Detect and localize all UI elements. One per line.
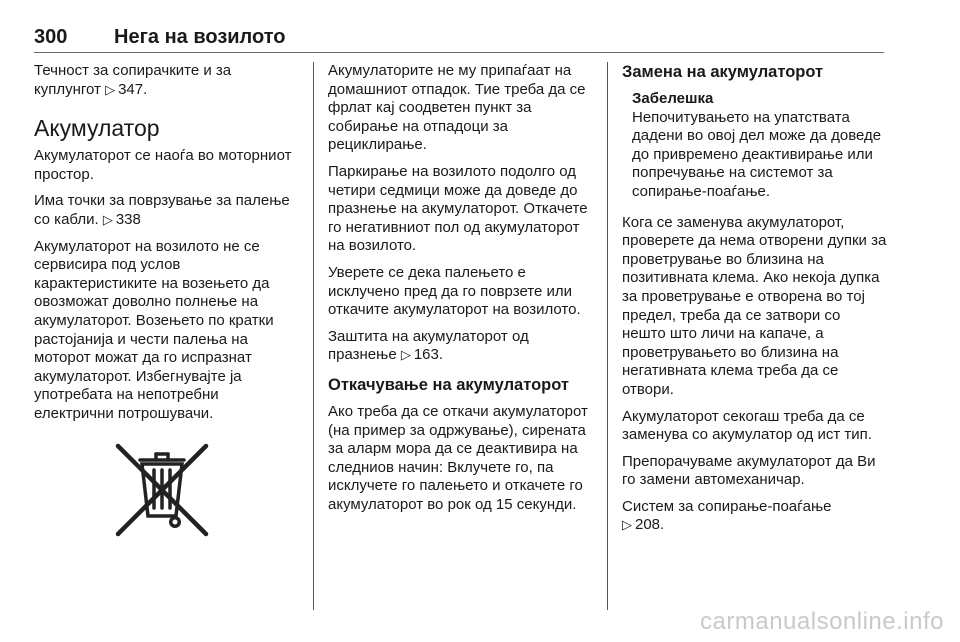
paragraph: Акумулаторот секогаш треба да се заменува со акумулатор од ист тип. (622, 407, 872, 444)
page-title: Нега на возилото (114, 26, 286, 48)
paragraph: Акумулаторот се наоѓа во моторниот простор. (34, 147, 292, 183)
paragraph: Акумулаторите не му припаѓаат на домашниот отпадок. Тие треба да се фрлат кај соодветен пункт за собирање на отпадоци за рециклирање. (328, 62, 586, 154)
page-reference-link[interactable]: 208. (635, 516, 665, 534)
note-box (622, 90, 888, 202)
column-right (622, 62, 888, 543)
page-header (34, 22, 884, 53)
paragraph: Паркирање на возилото подолго од четири седмици може да доведе до празнење на акумулаторот. Откачете го негативниот пол од акумулаторот на возилото. (328, 162, 588, 255)
paragraph: Акумулаторот на возилото не се сервисира под услов карактеристиките на возењето да овозможат доволно полнење на акумулаторот. Возењето по кратки растојанија и чести палења на моторот можат да го испразнат акумулаторот. Избегнувајте ја употребата на непотребни електрични потрошувачи. (34, 237, 274, 422)
page-number: 300 (34, 26, 68, 48)
paragraph-text: Има точки за поврзување за палење со кабли. (34, 192, 290, 228)
subsection-heading: Откачување на акумулаторот (328, 375, 570, 394)
section-heading: Акумулатор (34, 115, 160, 142)
page-reference-link[interactable]: 163. (413, 346, 444, 364)
paragraph (328, 328, 594, 365)
column-middle (328, 62, 594, 522)
paragraph: Ако треба да се откачи акумулаторот (на пример за одржување), сирената за аларм мора да се деактивира на следниов начин: Вклучете го, па исклучете го палењето и откачете го акумулаторот во рок од 15 секунди. (328, 402, 588, 513)
page-reference-link[interactable]: 347. (118, 80, 148, 98)
arrow-reference-icon: ▷ (102, 211, 113, 227)
note-text: Непочитувањето на упатствата дадени во овој дел може да доведе до привремено деактивирање или попречување на системот за сопирање-поаѓање. (632, 108, 882, 200)
watermark: carmanualsonline.info (700, 608, 944, 635)
paragraph (622, 498, 888, 535)
paragraph-text: Течност за сопирачките и за куплунгот (34, 62, 232, 98)
arrow-reference-icon: ▷ (622, 517, 632, 533)
paragraph-text: Систем за сопирање-поаѓање (622, 497, 832, 515)
column-left (34, 62, 299, 545)
crossed-out-wheelie-bin-icon (34, 440, 299, 546)
page-reference-link[interactable]: 338 (115, 210, 141, 228)
paragraph-text: Заштита на акумулаторот од празнење (328, 327, 529, 364)
arrow-reference-icon: ▷ (105, 81, 116, 97)
paragraph: Уверете се дека палењето е исклучено пред да го поврзете или откачите акумулаторот на возилото. (328, 263, 581, 319)
column-divider (313, 62, 314, 610)
column-divider (607, 62, 608, 610)
subsection-heading: Замена на акумулаторот (622, 63, 824, 81)
paragraph (34, 62, 299, 99)
paragraph: Кога се заменува акумулаторот, проверете да нема отворени дупки за проветрување во близина на позитивната клема. Ако некоја дупка за проветрување е отворена во тој предел, треба да се затвори со нешто што личи на капаче, а проветрувањето во близина на негативната клема треба да се отвори. (622, 213, 887, 398)
paragraph (34, 192, 299, 229)
note-label: Забелешка (632, 90, 714, 107)
paragraph: Препорачуваме акумулаторот да Ви го замени автомеханичар. (622, 452, 876, 489)
arrow-reference-icon: ▷ (400, 347, 411, 363)
